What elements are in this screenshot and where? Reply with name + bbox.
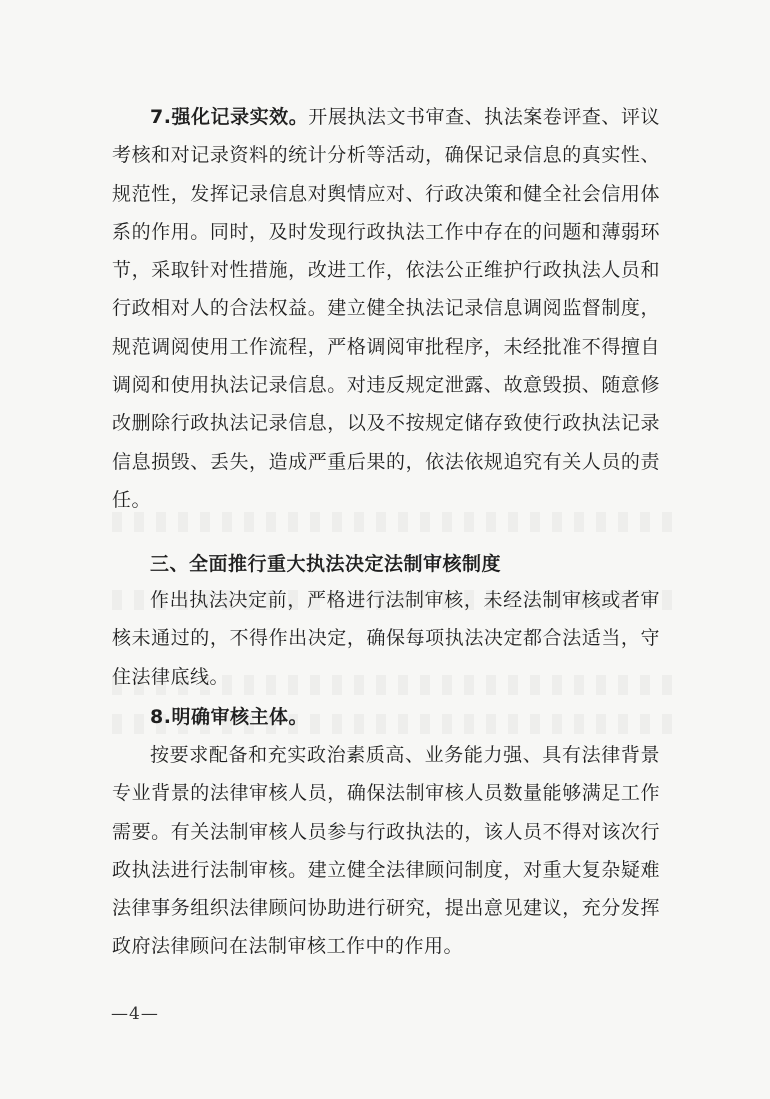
part-3-heading-paragraph (112, 545, 660, 583)
section-7-body: 开展执法文书审查、执法案卷评查、评议考核和对记录资料的统计分析等活动，确保记录信息的真实性、规范性，发挥记录信息对舆情应对、行政决策和健全社会信用体系的作用。同时，及时发现行政执法工作中存在的问题和薄弱环节，采取针对性措施，改进工作，依法公正维护行政执法人员和行政相对人的合法权益。建立健全执法记录信息调阅监督制度，规范调阅使用工作流程，严格调阅审批程序，未经批准不得擅自调阅和使用执法记录信息。对违反规定泄露、故意毁损、随意修改删除行政执法记录信息，以及不按规定储存致使行政执法记录信息损毁、丢失，造成严重后果的，依法依规追究有关人员的责任。 (112, 106, 660, 511)
part-3-heading: 三、全面推行重大执法决定法制审核制度 (150, 553, 502, 575)
part-3-body: 作出执法决定前，严格进行法制审核，未经法制审核或者审核未通过的，不得作出决定，确保每项执法决定都合法适当，守住法律底线。 (112, 589, 660, 688)
section-7-paragraph (112, 98, 660, 519)
section-8-heading-paragraph (112, 698, 660, 736)
section-8-heading: 8.明确审核主体。 (150, 706, 308, 728)
page-number: —4— (111, 1004, 159, 1024)
section-8-body: 按要求配备和充实政治素质高、业务能力强、具有法律背景专业背景的法律审核人员，确保法制审核人员数量能够满足工作需要。有关法制审核人员参与行政执法的，该人员不得对该次行政执法进行法制审核。建立健全法律顾问制度，对重大复杂疑难法律事务组织法律顾问协助进行研究，提出意见建议，充分发挥政府法律顾问在法制审核工作中的作用。 (112, 744, 660, 958)
section-7-heading: 7.强化记录实效。 (150, 106, 309, 128)
